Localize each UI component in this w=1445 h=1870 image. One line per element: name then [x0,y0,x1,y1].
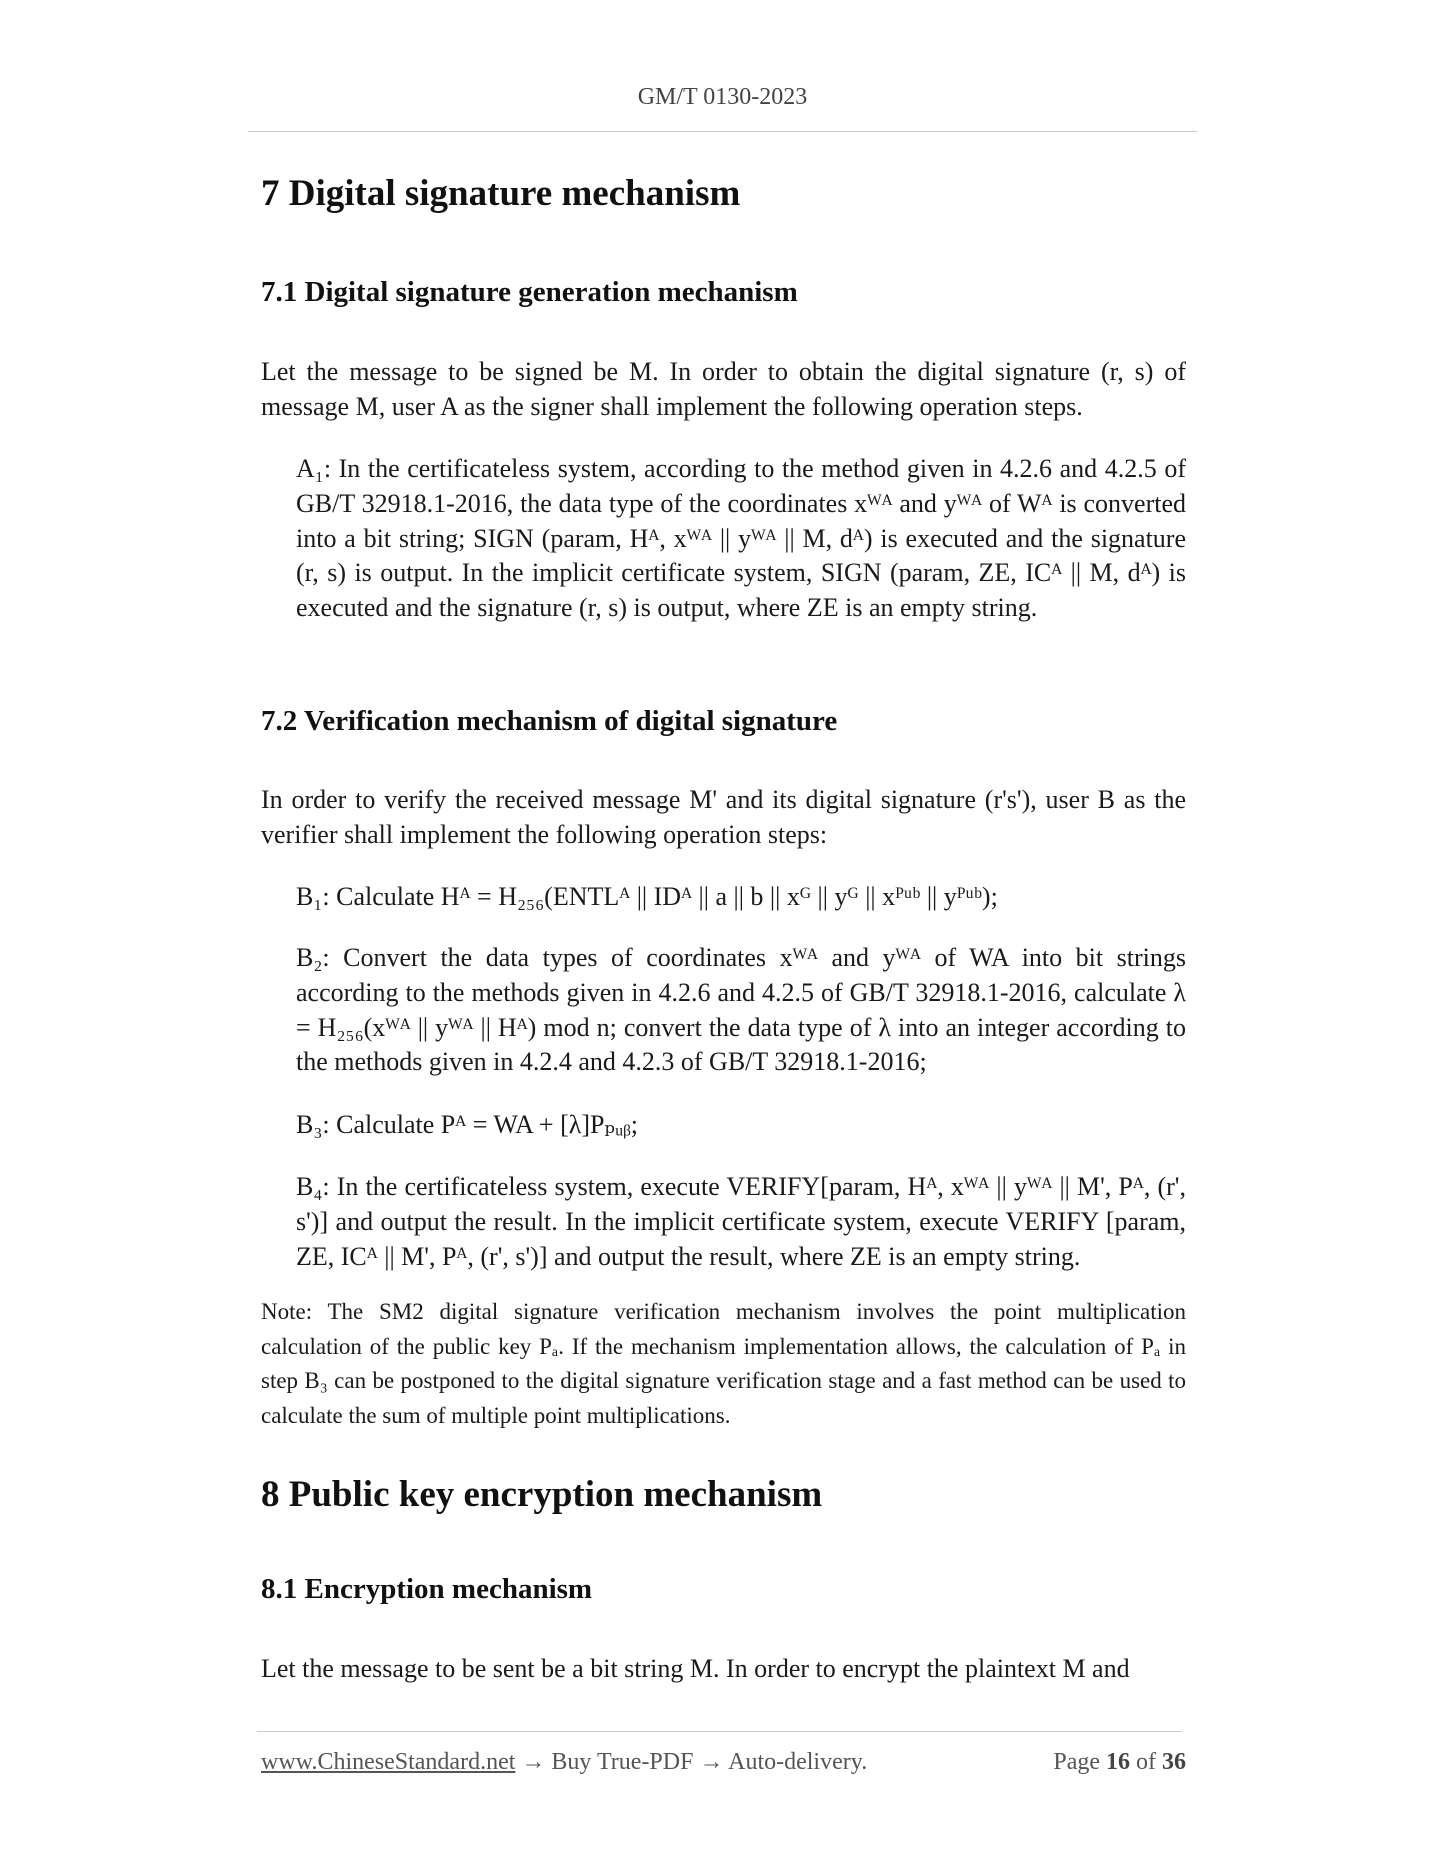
page-total: 36 [1162,1749,1186,1775]
footer-promo [261,1749,867,1776]
header-divider [248,131,1197,132]
step-a1: A₁: In the certificateless system, according to the method given in 4.2.6 and 4.2.5 of GB/T 32918.1-2016, the data type of the coordinates xᵂᴬ and yᵂᴬ of Wᴬ is converted into a bit string; SIGN (param, Hᴬ, xᵂᴬ || yᵂᴬ || M, dᴬ) is executed and the signature (r, s) is output. In the implicit certificate system, SIGN (param, ZE, ICᴬ || M, dᴬ) is executed and the signature (r, s) is output, where ZE is an empty string. [296,454,1186,623]
step-b1: B₁: Calculate Hᴬ = H₂₅₆(ENTLᴬ || IDᴬ || a || b || xᴳ || yᴳ || xᴾᵘᵇ || yᴾᵘᵇ); [296,882,998,911]
footer-tagline: → Buy True-PDF → Auto-delivery. [515,1749,868,1775]
section-7-2-heading: 7.2 Verification mechanism of digital signature [261,705,838,737]
step-b3: B₃: Calculate Pᴬ = WA + [λ]Pₚᵤᵦ; [296,1110,638,1139]
section-7-2-intro: In order to verify the received message M' and its digital signature (r's'), user B as the verifier shall implement the following operation steps: [261,785,1186,849]
section-8-1-intro: Let the message to be sent be a bit string M. In order to encrypt the plaintext M and [261,1654,1130,1683]
page-indicator [1053,1749,1186,1776]
step-b4: B₄: In the certificateless system, execute VERIFY[param, Hᴬ, xᵂᴬ || yᵂᴬ || M', Pᴬ, (r', s')] and output the result. In the implicit certificate system, execute VERIFY [param, ZE, ICᴬ || M', Pᴬ, (r', s')] and output the result, where ZE is an empty string. [296,1172,1186,1271]
page-of: of [1136,1749,1156,1775]
section-7-1-intro: Let the message to be signed be M. In order to obtain the digital signature (r, s) of message M, user A as the signer shall implement the following operation steps. [261,357,1186,421]
section-7-1-heading: 7.1 Digital signature generation mechanism [261,276,798,308]
step-b2: B₂: Convert the data types of coordinates xᵂᴬ and yᵂᴬ of WA into bit strings according to the methods given in 4.2.6 and 4.2.5 of GB/T 32918.1-2016, calculate λ = H₂₅₆(xᵂᴬ || yᵂᴬ || Hᴬ) mod n; convert the data type of λ into an integer according to the methods given in 4.2.4 and 4.2.3 of GB/T 32918.1-2016; [296,943,1186,1077]
section-7-heading: 7 Digital signature mechanism [261,173,741,214]
note-paragraph: Note: The SM2 digital signature verification mechanism involves the point multiplication calculation of the public key Pₐ. If the mechanism implementation allows, the calculation of Pₐ in step B₃ can be postponed to the digital signature verification stage and a fast method can be used to calculate the sum of multiple point multiplications. [261,1299,1186,1428]
page-label: Page [1053,1749,1100,1775]
header-title: GM/T 0130-2023 [637,84,808,110]
footer-website-link[interactable]: www.ChineseStandard.net [261,1749,516,1775]
section-8-heading: 8 Public key encryption mechanism [261,1474,823,1515]
footer-divider [257,1731,1182,1732]
section-8-1-heading: 8.1 Encryption mechanism [261,1573,593,1605]
page-current: 16 [1106,1749,1130,1775]
